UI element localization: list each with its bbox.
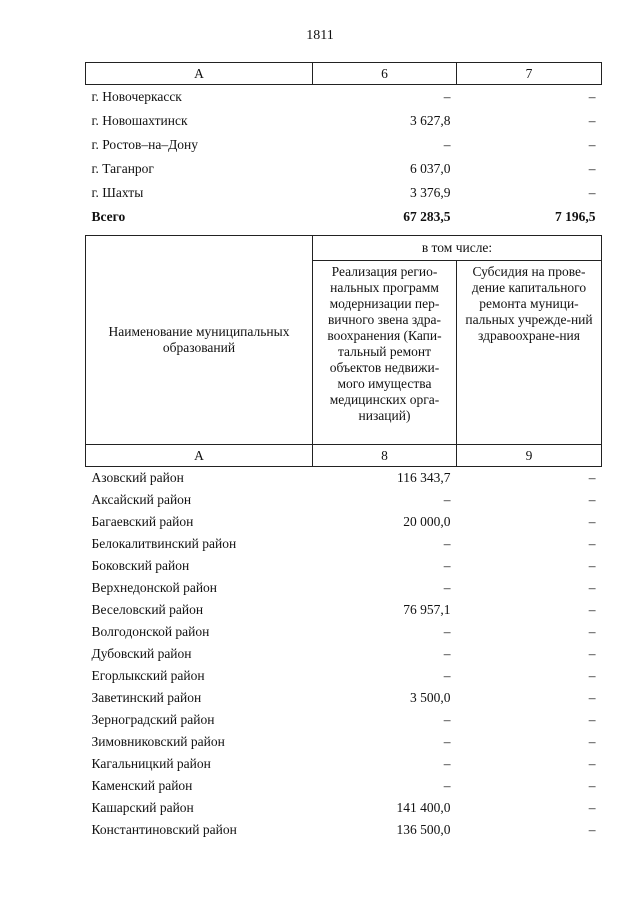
row-name: Верхнедонской район (91, 580, 218, 595)
table-row (86, 753, 602, 775)
total-label: Всего (91, 209, 126, 224)
total-value-col-6: 67 283,5 (403, 209, 451, 224)
row-name: г. Новочеркасск (91, 89, 182, 104)
row-name: Кашарский район (91, 800, 194, 815)
col-label-a: А (86, 63, 313, 85)
row-value-col-a: – (443, 89, 451, 104)
row-value-col-b: – (588, 185, 596, 200)
table-row (86, 109, 602, 133)
bottom-table-col-label-row (86, 445, 602, 467)
row-value-col-b: – (588, 470, 596, 485)
row-name: г. Ростов–на–Дону (91, 137, 199, 152)
row-value-col-a: 3 376,9 (410, 185, 451, 200)
row-value-col-b: – (588, 822, 596, 837)
header-group-label: в том числе: (313, 236, 602, 261)
row-value-col-b: – (588, 580, 596, 595)
row-name: Азовский район (91, 470, 184, 485)
total-row (86, 205, 602, 229)
row-value-col-a: 3 500,0 (410, 690, 451, 705)
col-label-6: 6 (313, 63, 457, 85)
row-name: Боковский район (91, 558, 190, 573)
table-row (86, 687, 602, 709)
table-row (86, 797, 602, 819)
row-name: г. Таганрог (91, 161, 154, 176)
row-value-col-b: – (588, 800, 596, 815)
col-label-a: А (86, 445, 313, 467)
row-value-col-a: 6 037,0 (410, 161, 451, 176)
top-table-header-row (86, 63, 602, 85)
header-group-row (86, 236, 602, 261)
table-row (86, 819, 602, 841)
row-name: Белокалитвинский район (91, 536, 237, 551)
table-row (86, 643, 602, 665)
col-label-7: 7 (457, 63, 602, 85)
row-value-col-a: 20 000,0 (403, 514, 451, 529)
row-value-col-a: – (443, 580, 451, 595)
table-row (86, 709, 602, 731)
row-name: Зимовниковский район (91, 734, 225, 749)
row-value-col-b: – (588, 690, 596, 705)
table-row (86, 555, 602, 577)
row-value-col-b: – (588, 646, 596, 661)
row-value-col-b: – (588, 137, 596, 152)
row-name: Заветинский район (91, 690, 202, 705)
table-row (86, 621, 602, 643)
row-name: Дубовский район (91, 646, 192, 661)
row-name: г. Новошахтинск (91, 113, 188, 128)
row-value-col-b: – (588, 712, 596, 727)
table-row (86, 533, 602, 555)
row-name: Каменский район (91, 778, 193, 793)
row-value-col-a: 141 400,0 (396, 800, 451, 815)
table-row (86, 665, 602, 687)
row-value-col-a: – (443, 756, 451, 771)
header-col9-text: Субсидия на прове-дение капитального ремонта муници-пальных учрежде-ний здравоохране-ния (457, 261, 602, 445)
table-row (86, 133, 602, 157)
row-value-col-a: – (443, 646, 451, 661)
row-name: Зерноградский район (91, 712, 215, 727)
col-label-9: 9 (457, 445, 602, 467)
row-value-col-a: – (443, 536, 451, 551)
row-value-col-a: 3 627,8 (410, 113, 451, 128)
row-value-col-b: – (588, 756, 596, 771)
row-value-col-b: – (588, 161, 596, 176)
row-value-col-a: – (443, 778, 451, 793)
header-municipality-name: Наименование муниципальных образований (86, 236, 313, 445)
col-label-8: 8 (313, 445, 457, 467)
total-value-col-7: 7 196,5 (555, 209, 596, 224)
row-value-col-a: – (443, 137, 451, 152)
row-value-col-b: – (588, 602, 596, 617)
row-name: Кагальницкий район (91, 756, 211, 771)
row-value-col-a: – (443, 492, 451, 507)
row-value-col-a: – (443, 624, 451, 639)
row-name: Багаевский район (91, 514, 194, 529)
row-value-col-b: – (588, 113, 596, 128)
row-name: Егорлыкский район (91, 668, 205, 683)
table-row (86, 775, 602, 797)
row-value-col-b: – (588, 492, 596, 507)
row-value-col-b: – (588, 624, 596, 639)
row-value-col-a: 136 500,0 (396, 822, 451, 837)
row-value-col-a: 116 343,7 (397, 470, 451, 485)
top-table (85, 62, 602, 229)
table-row (86, 489, 602, 511)
row-value-col-b: – (588, 558, 596, 573)
row-name: Константиновский район (91, 822, 237, 837)
row-value-col-a: – (443, 712, 451, 727)
row-value-col-b: – (588, 514, 596, 529)
row-value-col-b: – (588, 668, 596, 683)
row-value-col-a: – (443, 558, 451, 573)
bottom-table (85, 235, 602, 841)
row-value-col-a: – (443, 734, 451, 749)
row-value-col-b: – (588, 536, 596, 551)
table-row (86, 577, 602, 599)
row-value-col-a: – (443, 668, 451, 683)
table-row (86, 511, 602, 533)
row-name: Веселовский район (91, 602, 204, 617)
row-value-col-b: – (588, 778, 596, 793)
row-name: г. Шахты (91, 185, 144, 200)
table-row (86, 181, 602, 205)
table-row (86, 467, 602, 490)
page-number: 1811 (306, 28, 334, 43)
row-value-col-a: 76 957,1 (403, 602, 451, 617)
row-name: Волгодонской район (91, 624, 210, 639)
table-row (86, 731, 602, 753)
row-name: Аксайский район (91, 492, 192, 507)
table-row (86, 157, 602, 181)
row-value-col-b: – (588, 89, 596, 104)
table-row (86, 599, 602, 621)
row-value-col-b: – (588, 734, 596, 749)
table-row (86, 85, 602, 110)
header-col8-text: Реализация регио-нальных программ модернизации пер-вичного звена здра-воохранения (Капи-тальный ремонт объектов недвижи-мого имущества медицинских орга-низаций) (313, 261, 457, 445)
